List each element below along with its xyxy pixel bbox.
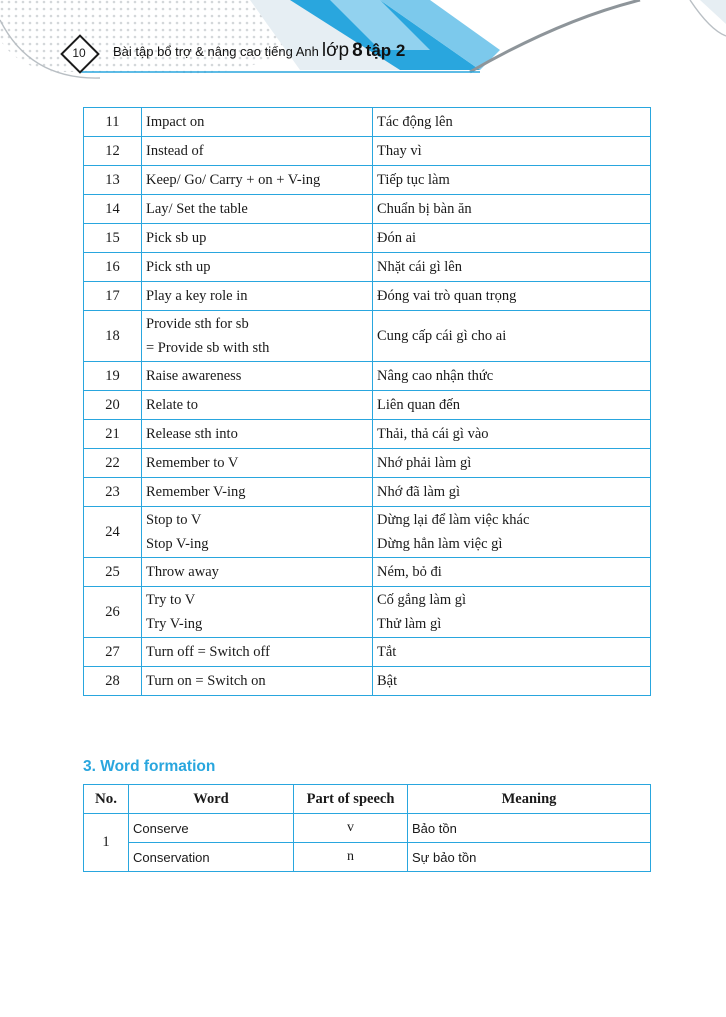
row-number: 18	[84, 311, 142, 362]
meaning-line: Ném, bỏ đi	[377, 564, 442, 580]
meaning-line: Tắt	[377, 644, 397, 660]
part-of-speech-cell: v	[294, 814, 408, 843]
table-row	[84, 638, 651, 667]
table-row	[84, 391, 651, 420]
row-number: 21	[84, 420, 142, 449]
table-row	[84, 420, 651, 449]
phrase-line: Pick sb up	[146, 230, 207, 246]
meaning-cell: Bảo tồn	[408, 814, 651, 843]
phrase-cell	[142, 420, 373, 449]
row-number: 11	[84, 108, 142, 137]
phrase-cell	[142, 137, 373, 166]
phrase-line: Stop V-ing	[146, 536, 209, 552]
meaning-cell	[373, 253, 651, 282]
book-title-lop: lớp	[321, 40, 350, 61]
meaning-line: Tiếp tục làm	[377, 172, 450, 188]
table-row	[84, 224, 651, 253]
row-number: 14	[84, 195, 142, 224]
book-title-main: Bài tập bổ trợ & nâng cao tiếng Anh	[113, 44, 319, 59]
meaning-cell	[373, 420, 651, 449]
meaning-line: Đón ai	[377, 230, 417, 246]
phrases-table-body	[84, 108, 651, 696]
meaning-cell	[373, 166, 651, 195]
meaning-cell	[373, 638, 651, 667]
meaning-line: Cung cấp cái gì cho ai	[377, 328, 507, 344]
table-row	[84, 253, 651, 282]
phrase-line: Remember to V	[146, 455, 239, 471]
word-cell: Conserve	[129, 814, 294, 843]
header-word: Word	[129, 785, 294, 814]
phrase-cell	[142, 507, 373, 558]
phrase-line: Raise awareness	[146, 368, 242, 384]
header-part-of-speech: Part of speech	[294, 785, 408, 814]
row-number: 25	[84, 558, 142, 587]
header-meaning: Meaning	[408, 785, 651, 814]
meaning-line: Nâng cao nhận thức	[377, 368, 494, 384]
phrase-cell	[142, 478, 373, 507]
meaning-cell	[373, 507, 651, 558]
table-row	[84, 449, 651, 478]
table-row	[84, 362, 651, 391]
phrase-cell	[142, 311, 373, 362]
row-number: 19	[84, 362, 142, 391]
row-number: 28	[84, 667, 142, 696]
meaning-cell	[373, 282, 651, 311]
phrase-cell	[142, 391, 373, 420]
phrase-cell	[142, 638, 373, 667]
phrase-line: Throw away	[146, 564, 219, 580]
phrase-line: Impact on	[146, 114, 205, 130]
phrase-line: Try V-ing	[146, 616, 203, 632]
table-row	[84, 587, 651, 638]
meaning-cell	[373, 449, 651, 478]
row-number: 24	[84, 507, 142, 558]
row-number: 26	[84, 587, 142, 638]
group-number: 1	[84, 814, 129, 872]
row-number: 15	[84, 224, 142, 253]
word-cell: Conservation	[129, 843, 294, 872]
meaning-line: Thay vì	[377, 143, 422, 159]
row-number: 20	[84, 391, 142, 420]
header-no: No.	[84, 785, 129, 814]
table-row	[84, 166, 651, 195]
phrase-line: Play a key role in	[146, 288, 248, 304]
row-number: 22	[84, 449, 142, 478]
meaning-cell	[373, 224, 651, 253]
row-number: 16	[84, 253, 142, 282]
meaning-cell	[373, 362, 651, 391]
meaning-cell	[373, 195, 651, 224]
meaning-cell	[373, 667, 651, 696]
meaning-cell	[373, 311, 651, 362]
table-row	[84, 478, 651, 507]
section-title-word-formation: 3. Word formation	[83, 758, 216, 775]
meaning-cell: Sự bảo tồn	[408, 843, 651, 872]
phrase-line: Turn off = Switch off	[146, 644, 270, 660]
phrase-cell	[142, 224, 373, 253]
phrase-cell	[142, 587, 373, 638]
book-title-volume: tập 2	[365, 41, 406, 60]
phrase-cell	[142, 449, 373, 478]
meaning-line: Nhớ đã làm gì	[377, 484, 460, 500]
meaning-line: Dừng lại để làm việc khác	[377, 512, 530, 528]
table-row	[84, 667, 651, 696]
phrase-cell	[142, 253, 373, 282]
phrase-cell	[142, 108, 373, 137]
meaning-line: Đóng vai trò quan trọng	[377, 288, 517, 304]
meaning-line: Nhặt cái gì lên	[377, 259, 462, 275]
meaning-line: Chuẩn bị bàn ăn	[377, 201, 472, 217]
phrase-line: Provide sth for sb	[146, 316, 249, 332]
page-number: 10	[72, 46, 86, 60]
table-row	[84, 108, 651, 137]
meaning-cell	[373, 137, 651, 166]
page-header	[0, 0, 726, 100]
table-row	[84, 195, 651, 224]
table-row	[84, 507, 651, 558]
meaning-line: Thải, thả cái gì vào	[377, 426, 489, 442]
word-formation-header-row	[84, 785, 651, 814]
meaning-cell	[373, 108, 651, 137]
table-row	[84, 843, 651, 872]
phrase-cell	[142, 166, 373, 195]
phrase-cell	[142, 558, 373, 587]
table-row	[84, 814, 651, 843]
meaning-line: Tác động lên	[377, 114, 453, 130]
meaning-line: Bật	[377, 673, 398, 689]
row-number: 17	[84, 282, 142, 311]
meaning-cell	[373, 587, 651, 638]
book-title	[113, 40, 405, 62]
phrase-line: Lay/ Set the table	[146, 201, 248, 217]
meaning-line: Nhớ phải làm gì	[377, 455, 472, 471]
phrase-line: Release sth into	[146, 426, 238, 442]
phrases-table	[83, 107, 651, 696]
table-row	[84, 137, 651, 166]
phrase-line: Pick sth up	[146, 259, 211, 275]
meaning-line: Thử làm gì	[377, 616, 442, 632]
phrase-cell	[142, 282, 373, 311]
book-title-grade: 8	[352, 40, 363, 61]
table-row	[84, 311, 651, 362]
phrase-line: Turn on = Switch on	[146, 673, 266, 689]
row-number: 13	[84, 166, 142, 195]
phrase-line: = Provide sb with sth	[146, 340, 270, 356]
word-formation-table	[83, 784, 651, 872]
row-number: 12	[84, 137, 142, 166]
phrase-cell	[142, 362, 373, 391]
part-of-speech-cell: n	[294, 843, 408, 872]
meaning-line: Liên quan đến	[377, 397, 460, 413]
phrase-line: Instead of	[146, 143, 204, 159]
meaning-cell	[373, 478, 651, 507]
phrase-cell	[142, 667, 373, 696]
phrase-line: Keep/ Go/ Carry + on + V-ing	[146, 172, 321, 188]
meaning-line: Cố gắng làm gì	[377, 592, 467, 608]
row-number: 23	[84, 478, 142, 507]
phrase-line: Remember V-ing	[146, 484, 246, 500]
page-number-badge	[64, 38, 94, 68]
phrase-line: Relate to	[146, 397, 198, 413]
phrase-line: Try to V	[146, 592, 196, 608]
table-row	[84, 282, 651, 311]
row-number: 27	[84, 638, 142, 667]
phrase-line: Stop to V	[146, 512, 202, 528]
meaning-line: Dừng hẳn làm việc gì	[377, 536, 503, 552]
meaning-cell	[373, 391, 651, 420]
table-row	[84, 558, 651, 587]
meaning-cell	[373, 558, 651, 587]
phrase-cell	[142, 195, 373, 224]
